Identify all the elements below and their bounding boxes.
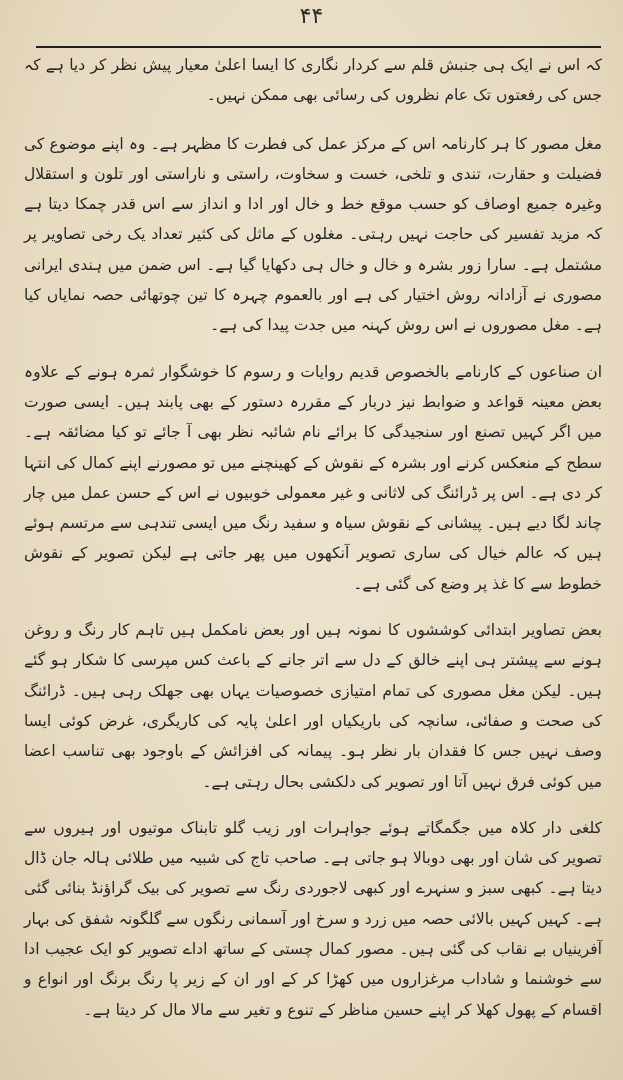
- paragraph-3: ان صناعوں کے کارنامے بالخصوص قدیم روایات و رسوم کا خوشگوار ثمرہ ہونے کے علاوہ بعض معینہ قواعد و ضوابط نیز دربار کے مقررہ دستور کے بھی پابند ہیں۔ ایسی صورت میں اگر کہیں تصنع اور سنجیدگی کا برائے نام شائبہ نظر بھی آ جائے تو کیا مضائقہ ہے۔ سطح کے منعکس کرنے اور بشرہ کے نقوش کے کھینچنے میں تو مصورنے اپنے کمال کی انتہا کر دی ہے۔ اس پر ڈرائنگ کی لاثانی و غیر معمولی خوبیوں نے اس کے حسن عمل میں چار چاند لگا دیے ہیں۔ پیشانی کے نقوش سیاہ و سفید رنگ میں ایسی تندہی سے مرتسم ہوئے ہیں کہ عالم خیال کی ساری تصویر آنکھوں میں پھر جاتی ہے لیکن تصویر کے نقوش خطوط سے کا غذ پر وضع کی گئی ہے۔: [24, 362, 602, 593]
- paragraph-2: مغل مصور کا ہر کارنامہ اس کے مرکز عمل کی فطرت کا مظہر ہے۔ وہ اپنے موضوع کی فضیلت و حقارت، تندی و تلخی، خست و سخاوت، راستی و ناراستی اور تلون و استقلال وغیرہ جمیع اوصاف کو حسب موقع خط و خال اور ادا و انداز سے اس قدر چمکا دیتا ہے کہ مزید تفسیر کی حاجت نہیں رہتی۔ مغلوں کے ماثل کی کثیر تعداد یک رخی تصاویر پر مشتمل ہے۔ سارا زور بشرہ و خال و خال ہی دکھایا گیا ہے۔ اس ضمن میں ہندی ایرانی مصوری نے آزادانہ روش اختیار کی ہے اور بالعموم چہرہ کا تین چوتھائی حصہ نمایاں کیا ہے۔ مغل مصوروں نے اس روش کہنہ میں جدت پیدا کی ہے۔: [24, 134, 602, 335]
- page-number: ۴۴: [299, 4, 324, 29]
- paragraph-1: کہ اس نے ایک ہی جنبش قلم سے کردار نگاری کا ایسا اعلیٰ معیار پیش نظر کر دیا ہے کہ جس کی رفعتوں تک عام نظروں کی رسائی بھی ممکن نہیں۔: [24, 56, 602, 105]
- paragraph-4: بعض تصاویر ابتدائی کوششوں کا نمونہ ہیں اور بعض نامکمل ہیں تاہم کار رنگ و روغن ہونے سے پیشتر ہی اپنے خالق کے دل سے اتر جانے کے باعث کس مپرسی کا شکار ہو گئے ہیں۔ لیکن مغل مصوری کی تمام امتیازی خصوصیات یہاں بھی جھلک رہی ہیں۔ ڈرائنگ کی صحت و صفائی، سانچہ کی باریکیاں اور اعلیٰ پایہ کی کاریگری، غرض کوئی ایسا وصف نہیں جس کا فقدان بار نظر ہو۔ پیمانہ کی افزائش کے باوجود بھی تناسب اعضا میں کوئی فرق نہیں آتا اور تصویر کی دلکشی بحال رہتی ہے۔: [24, 621, 602, 791]
- page-text: [24, 50, 602, 1041]
- header-rule: [36, 46, 601, 48]
- paragraph-5: کلغی دار کلاہ میں جگمگاتے ہوئے جواہرات اور زیب گلو تابناک موتیوں اور ہیروں سے تصویر کی شان اور بھی دوبالا ہو جاتی ہے۔ صاحب تاج کی شبیہ میں طلائی ہالہ جان ڈال دیتا ہے۔ کبھی سبز و سنہرے اور کبھی لاجوردی رنگ سے تصویر کی بیک گراؤنڈ بنائی گئی ہے۔ کہیں کہیں بالائی حصہ میں زرد و سرخ اور آسمانی رنگوں سے گلگونہ شفق کی بہار آفرینیاں بے نقاب کی گئی ہیں۔ مصور کمال چستی کے ساتھ اداے تصویر کو ایک عجیب ادا سے خوشنما و شاداب مرغزاروں میں کھڑا کر کے اور ان کے زیر پا رنگ برنگ اور انواع و اقسام کے پھول کھلا کر اپنے حسین مناظر کے تنوع و تغیر سے مالا مال کر دیتا ہے۔: [24, 818, 602, 1019]
